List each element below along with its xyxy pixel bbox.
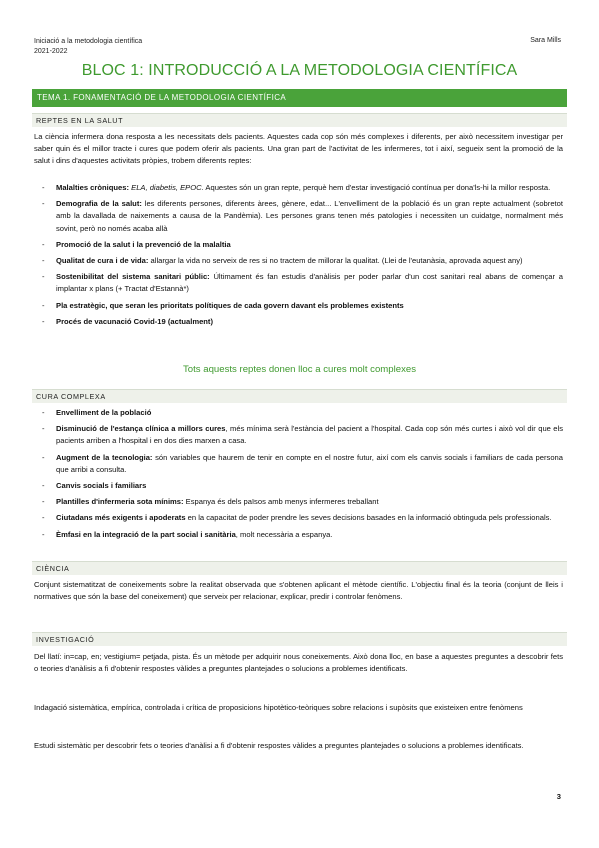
page-title: BLOC 1: INTRODUCCIÓ A LA METODOLOGIA CIENTÍFICA — [81, 62, 518, 79]
author-name: Sara Mills — [530, 37, 561, 44]
investigacio-paragraph-1: Del llatí: in=cap, en; vestigium= petjada, pista. És un mètode per adquirir nous coneixements. Això dona lloc, en base a aquestes preguntes a descobrir fets o teories d'anàlisis a fi d'obtenir respostes vàlides a preguntes plantejades o solucions a problemes identificats. — [34, 652, 563, 674]
list-item: - Qualitat de cura i de vida: allargar la vida no serveix de res si no tractem de millorar la qualitat. (Llei de l'eutanàsia, aprovada aquest any) — [56, 255, 563, 267]
investigacio-paragraph-2: Indagació sistemàtica, empírica, controlada i crítica de proposicions hipotètico-teòriques sobre relacions i supòsits que existeixen entre fenòmens — [34, 703, 523, 712]
reptes-intro: La ciència infermera dona resposta a les necessitats dels pacients. Aquestes cada cop són més complexes i diferents, per això necessitem investigar per saber quin és el millor tracte i cures que podem oferir als pacients. Una gran part de l'activitat de les infermeres, tot i així, segueix sent la promoció de la salut i dins d'aquestes activitats pròpies, trobem diferents reptes: — [34, 132, 563, 166]
list-item: - Pla estratègic, que seran les prioritats polítiques de cada govern davant els problemes existents — [56, 300, 563, 312]
list-item: - Plantilles d'infermeria sota mínims: Espanya és dels països amb menys infermeres treballant — [56, 496, 563, 508]
list-item: - Èmfasi en la integració de la part social i sanitària, molt necessària a espanya. — [56, 529, 563, 541]
section-heading-investigacio: INVESTIGACIÓ — [32, 632, 567, 646]
reptes-list — [56, 182, 563, 332]
academic-year: 2021-2022 — [34, 48, 68, 55]
list-item: - Envelliment de la població — [56, 407, 563, 419]
section-heading-reptes: REPTES EN LA SALUT — [32, 113, 567, 127]
list-item: - Promoció de la salut i la prevenció de la malaltia — [56, 239, 563, 251]
running-header-left — [34, 37, 142, 57]
section-heading-cura: CURA COMPLEXA — [32, 389, 567, 403]
list-item: - Malalties cròniques: ELA, diabetis, EPOC. Aquestes són un gran repte, perquè hem d'estar investigació contínua per dona'ls-hi la millor resposta. — [56, 182, 563, 194]
list-item: - Sostenibilitat del sistema sanitari públic: Últimament és fan estudis d'anàlisis per poder parlar d'un cost sanitari real abans de començar a implantar x plans (+ Tractat d'Estannà*) — [56, 271, 563, 295]
list-item: - Disminució de l'estança clínica a millors cures, més mínima serà l'estància del pacient a l'hospital. Cada cop són més curtes i això vol dir que els pacients arriben a l'hospital i en dos dies marxen a casa. — [56, 423, 563, 447]
ciencia-definition: Conjunt sistematitzat de coneixements sobre la realitat observada que s'obtenen aplicant el mètode científic. L'objectiu final és la teoria (conjunt de lleis i normatives que són la base del coneixement) que serveix per relacionar, explicar, predir i controlar fenòmens. — [34, 580, 563, 602]
course-name: Iniciació a la metodologia científica — [34, 38, 143, 45]
list-item: - Canvis socials i familiars — [56, 480, 563, 492]
cura-list — [56, 407, 563, 545]
list-item: - Augment de la tecnologia: són variables que haurem de tenir en compte en el nostre futur, així com els canvis socials i familiars de cada persona que arribi a consulta. — [56, 452, 563, 476]
section-heading-ciencia: CIÈNCIA — [32, 561, 567, 575]
investigacio-paragraph-3: Estudi sistemàtic per descobrir fets o teories d'anàlisi a fi d'obtenir respostes vàlides a preguntes plantejades o solucions a problemes identificats. — [34, 741, 524, 750]
list-item: - Ciutadans més exigents i apoderats en la capacitat de poder prendre les seves decisions basades en la informació obtinguda pels professionals. — [56, 512, 563, 524]
page-number: 3 — [556, 792, 561, 801]
reptes-conclusion: Tots aquests reptes donen lloc a cures molt complexes — [182, 364, 417, 375]
list-item: - Demografia de la salut: les diferents persones, diferents àrees, gènere, edat... L'envelliment de la població és un gran repte actualment (sobretot amb la davallada de naixements a causa de la Pandèmia). Les persones grans tenen més patologies i necessiten un cuidatge, normalment més sovint, però no només acaba allà — [56, 198, 563, 235]
topic-bar: TEMA 1. FONAMENTACIÓ DE LA METODOLOGIA CIENTÍFICA — [32, 89, 567, 107]
list-item: - Procés de vacunació Covid-19 (actualment) — [56, 316, 563, 328]
